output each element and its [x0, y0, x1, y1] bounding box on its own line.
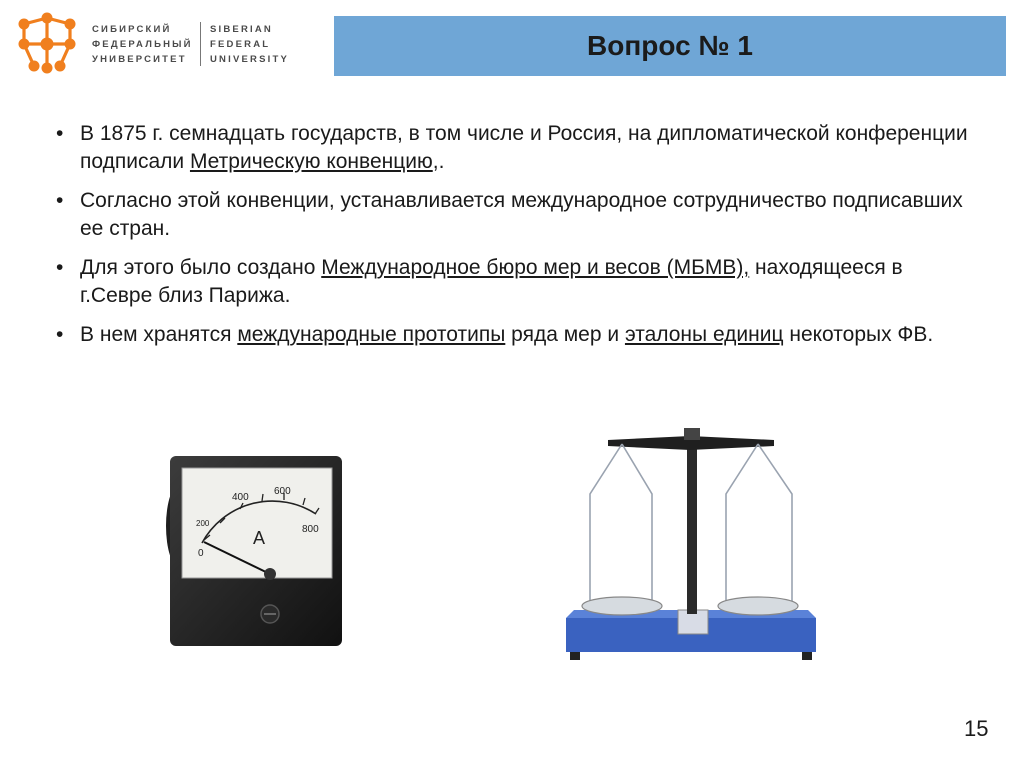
ammeter-scale-label: 200	[196, 519, 210, 528]
bullet-text: ряда мер и	[505, 323, 625, 346]
ammeter-scale-label: 400	[232, 492, 249, 503]
bullet-list	[56, 120, 976, 360]
bullet-text: Для этого было создано	[80, 256, 322, 279]
ammeter-scale-label: 600	[274, 486, 291, 497]
bullet-text: Согласно этой конвенции, устанавливается международное сотрудничество подписавших ее стран.	[80, 189, 963, 240]
bullet-text: некоторых ФВ.	[783, 323, 934, 346]
link-international-prototypes[interactable]: международные прототипы	[237, 323, 506, 346]
slide-title: Вопрос № 1	[587, 30, 753, 61]
link-metric-convention[interactable]: Метрическую конвенцию	[189, 150, 433, 173]
bullet-marker: •	[56, 256, 64, 279]
logo-text-russian: СИБИРСКИЙ ФЕДЕРАЛЬНЫЙ УНИВЕРСИТЕТ	[92, 24, 193, 65]
bullet-text: находящееся в г.Севре близ Парижа.	[80, 256, 903, 307]
bullet-text: В 1875 г. семнадцать государств, в том числе и Россия, на дипломатической конференции подписали	[80, 122, 968, 173]
logo-text-english: SIBERIAN FEDERAL UNIVERSITY	[210, 24, 290, 65]
title-bar	[334, 16, 1006, 76]
balance-scale-image	[560, 424, 820, 664]
bullet-item	[56, 187, 976, 243]
bullet-text: ,.	[432, 150, 445, 173]
bullet-item	[56, 254, 976, 310]
bullet-marker: •	[56, 122, 64, 145]
bullet-marker: •	[56, 323, 64, 346]
link-unit-standards[interactable]: эталоны единиц	[624, 323, 784, 346]
ammeter-image	[158, 448, 348, 653]
ammeter-scale-label: 800	[302, 524, 319, 535]
bullet-text: В нем хранятся	[80, 323, 238, 346]
logo-molecule-icon	[14, 10, 80, 76]
logo-divider	[200, 22, 201, 66]
bullet-marker: •	[56, 189, 64, 212]
link-bipm[interactable]: Международное бюро мер и весов (МБМВ),	[321, 256, 750, 279]
bullet-item	[56, 321, 976, 349]
bullet-item	[56, 120, 976, 176]
university-logo	[14, 10, 304, 80]
ammeter-scale-label: 0	[198, 548, 204, 559]
ammeter-unit-label: A	[253, 528, 266, 548]
page-number: 15	[964, 716, 989, 741]
